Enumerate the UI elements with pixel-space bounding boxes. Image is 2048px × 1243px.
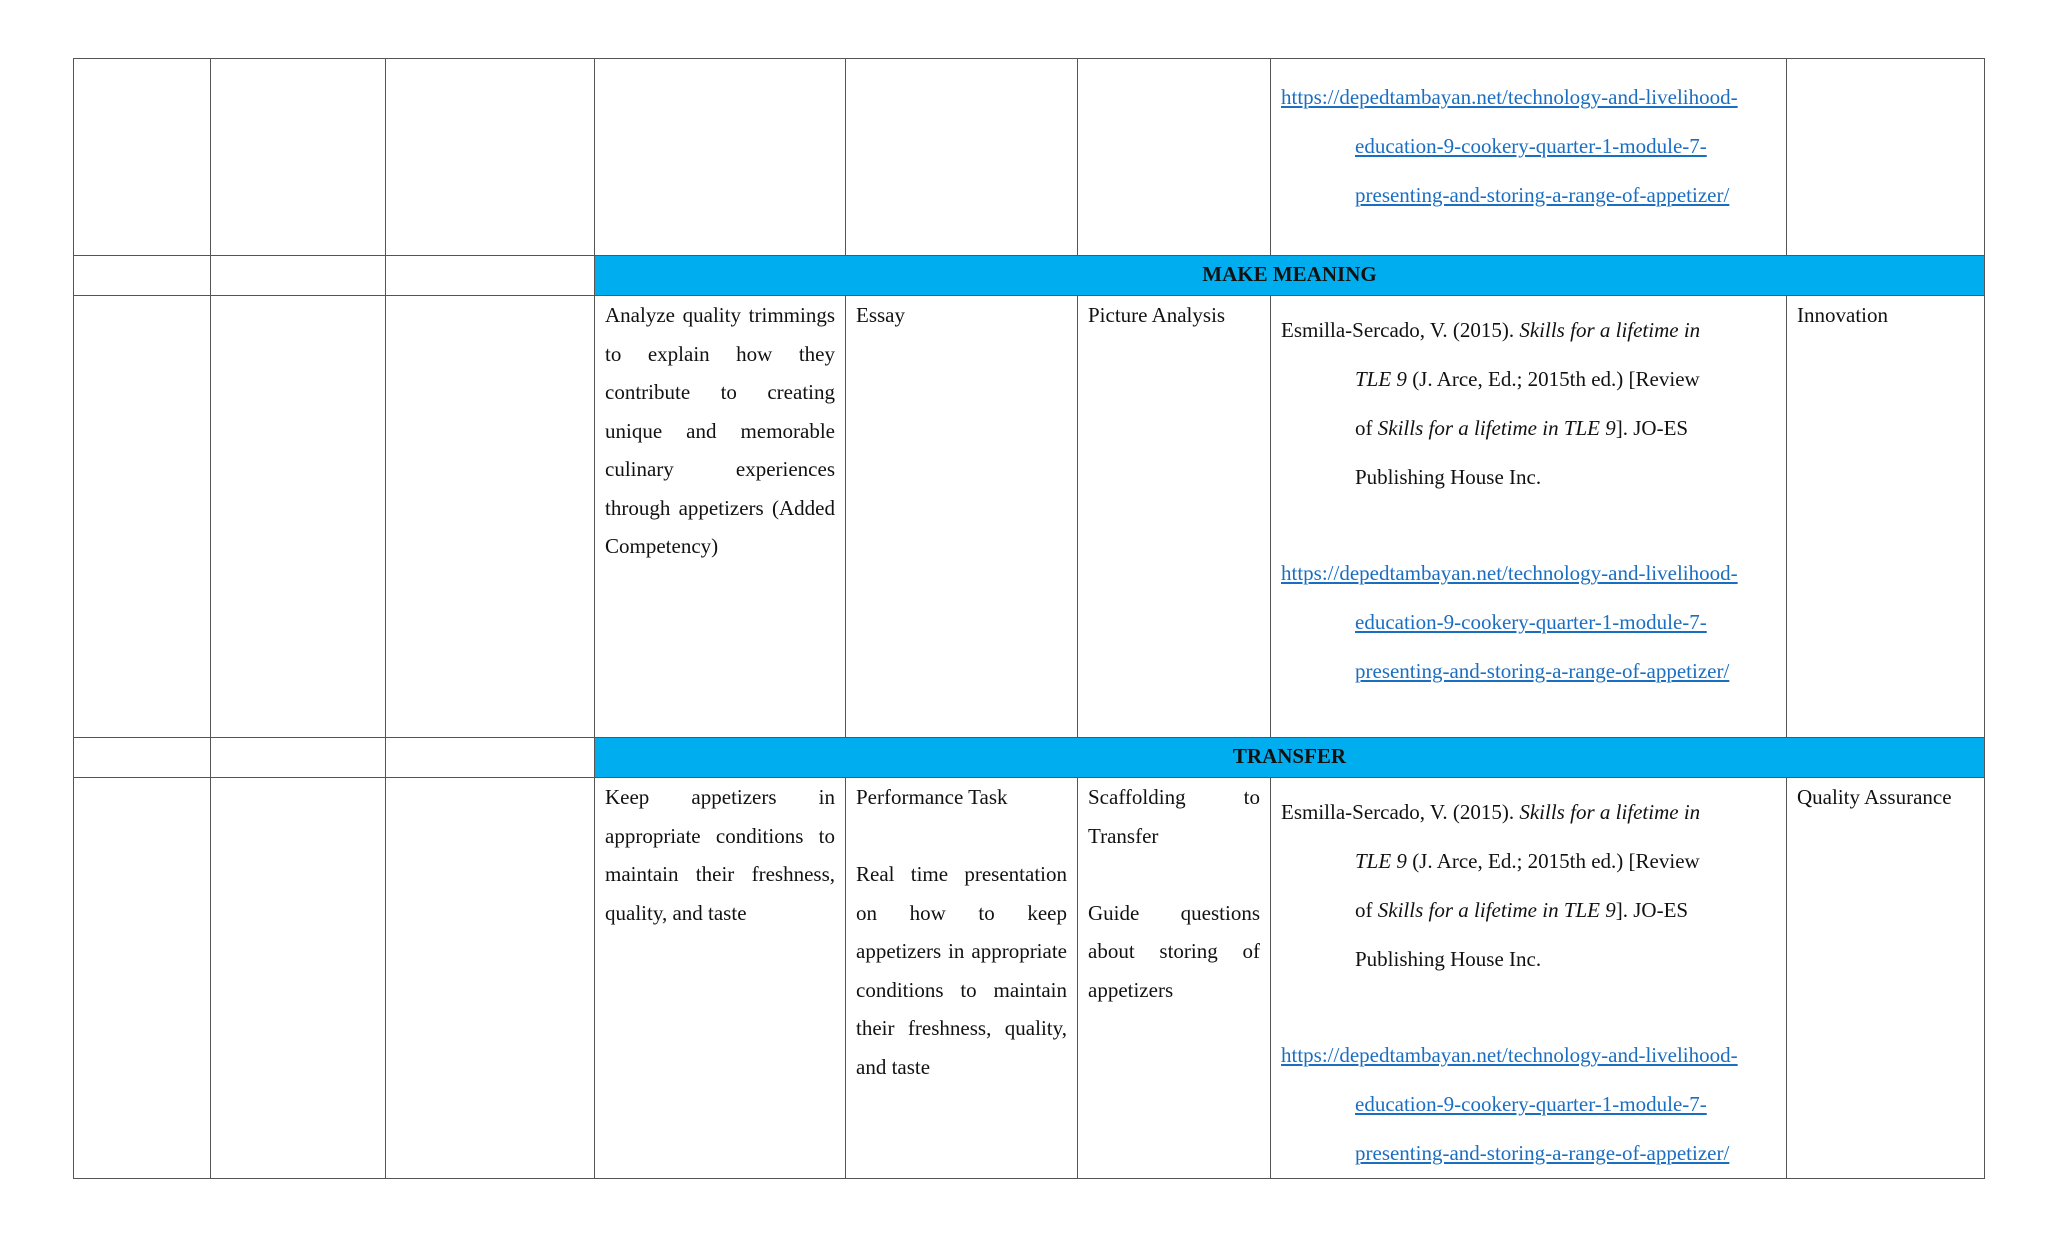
empty-cell bbox=[211, 256, 386, 296]
assessment-text: Essay bbox=[856, 303, 905, 327]
link-line-1[interactable]: https://depedtambayan.net/technology-and-livelihood- bbox=[1281, 561, 1738, 585]
competency-text: Analyze quality trimmings to explain how they contribute to creating unique and memorable culinary experiences through appetizers (Added Competency) bbox=[605, 303, 835, 558]
citation-line-3 bbox=[1281, 404, 1776, 453]
citation-line-1 bbox=[1281, 306, 1776, 355]
value-cell bbox=[1787, 296, 1985, 738]
empty-cell bbox=[846, 59, 1078, 256]
citation-of: of bbox=[1355, 898, 1378, 922]
link-line-1[interactable]: https://depedtambayan.net/technology-and-livelihood- bbox=[1281, 85, 1738, 109]
citation-publisher: Publishing House Inc. bbox=[1355, 947, 1542, 971]
curriculum-table bbox=[73, 58, 1985, 1179]
assessment-desc: Real time presentation on how to keep appetizers in appropriate conditions to maintain their freshness, quality, and taste bbox=[856, 862, 1067, 1079]
citation-review-title: Skills for a lifetime in TLE 9 bbox=[1377, 898, 1616, 922]
citation-end: ]. JO-ES bbox=[1615, 898, 1689, 922]
empty-cell bbox=[74, 738, 211, 778]
link-line-2[interactable]: education-9-cookery-quarter-1-module-7- bbox=[1355, 134, 1707, 158]
empty-cell bbox=[1787, 59, 1985, 256]
section-header-row bbox=[74, 738, 1985, 778]
activity-desc: Guide questions about storing of appetizers bbox=[1088, 900, 1260, 1002]
resources-cell bbox=[1271, 296, 1787, 738]
link-line-3[interactable]: presenting-and-storing-a-range-of-appetizer/ bbox=[1355, 659, 1730, 683]
citation-editor: (J. Arce, Ed.; 2015th ed.) [Review bbox=[1406, 849, 1700, 873]
citation-editor: (J. Arce, Ed.; 2015th ed.) [Review bbox=[1406, 367, 1700, 391]
table-row bbox=[74, 778, 1985, 1179]
citation-title: Skills for a lifetime in bbox=[1519, 800, 1701, 824]
resources-cell bbox=[1271, 778, 1787, 1179]
citation-publisher: Publishing House Inc. bbox=[1355, 465, 1542, 489]
competency-text: Keep appetizers in appropriate conditions to maintain their freshness, quality, and taste bbox=[605, 785, 835, 925]
empty-cell bbox=[386, 296, 595, 738]
competency-cell bbox=[595, 296, 846, 738]
empty-cell bbox=[211, 59, 386, 256]
citation-line-2 bbox=[1281, 355, 1776, 404]
citation-line-2 bbox=[1281, 837, 1776, 886]
empty-cell bbox=[386, 738, 595, 778]
resource-link[interactable] bbox=[1281, 1031, 1776, 1178]
section-header-row bbox=[74, 256, 1985, 296]
empty-cell bbox=[386, 778, 595, 1179]
empty-cell bbox=[211, 296, 386, 738]
empty-cell bbox=[74, 256, 211, 296]
link-line-1[interactable]: https://depedtambayan.net/technology-and-livelihood- bbox=[1281, 1043, 1738, 1067]
citation-author: Esmilla-Sercado, V. (2015). bbox=[1281, 318, 1520, 342]
resources-cell bbox=[1271, 59, 1787, 256]
table-row bbox=[74, 59, 1985, 256]
value-text: Quality Assurance bbox=[1797, 785, 1952, 809]
empty-cell bbox=[386, 59, 595, 256]
citation-line-3 bbox=[1281, 886, 1776, 935]
section-make-meaning: MAKE MEANING bbox=[595, 256, 1985, 296]
citation-title-cont: TLE 9 bbox=[1355, 367, 1407, 391]
resource-link[interactable] bbox=[1281, 73, 1776, 220]
section-transfer: TRANSFER bbox=[595, 738, 1985, 778]
activity-cell bbox=[1078, 296, 1271, 738]
empty-cell bbox=[211, 778, 386, 1179]
reference-citation bbox=[1281, 306, 1776, 502]
empty-cell bbox=[74, 59, 211, 256]
link-line-2[interactable]: education-9-cookery-quarter-1-module-7- bbox=[1355, 610, 1707, 634]
link-line-2[interactable]: education-9-cookery-quarter-1-module-7- bbox=[1355, 1092, 1707, 1116]
empty-cell bbox=[211, 738, 386, 778]
assessment-label: Performance Task bbox=[856, 785, 1008, 809]
resource-link[interactable] bbox=[1281, 549, 1776, 696]
activity-text: Picture Analysis bbox=[1088, 303, 1226, 327]
empty-cell bbox=[1078, 59, 1271, 256]
citation-line-1 bbox=[1281, 788, 1776, 837]
table-row bbox=[74, 296, 1985, 738]
activity-label: Scaffolding to Transfer bbox=[1088, 785, 1260, 848]
empty-cell bbox=[74, 296, 211, 738]
citation-title: Skills for a lifetime in bbox=[1519, 318, 1701, 342]
empty-cell bbox=[74, 778, 211, 1179]
reference-citation bbox=[1281, 788, 1776, 984]
empty-cell bbox=[595, 59, 846, 256]
citation-of: of bbox=[1355, 416, 1378, 440]
value-cell bbox=[1787, 778, 1985, 1179]
value-text: Innovation bbox=[1797, 303, 1888, 327]
citation-title-cont: TLE 9 bbox=[1355, 849, 1407, 873]
assessment-cell bbox=[846, 778, 1078, 1179]
assessment-cell bbox=[846, 296, 1078, 738]
citation-review-title: Skills for a lifetime in TLE 9 bbox=[1377, 416, 1616, 440]
link-line-3[interactable]: presenting-and-storing-a-range-of-appetizer/ bbox=[1355, 183, 1730, 207]
link-line-3[interactable]: presenting-and-storing-a-range-of-appetizer/ bbox=[1355, 1141, 1730, 1165]
citation-author: Esmilla-Sercado, V. (2015). bbox=[1281, 800, 1520, 824]
empty-cell bbox=[386, 256, 595, 296]
activity-cell bbox=[1078, 778, 1271, 1179]
competency-cell bbox=[595, 778, 846, 1179]
citation-end: ]. JO-ES bbox=[1615, 416, 1689, 440]
